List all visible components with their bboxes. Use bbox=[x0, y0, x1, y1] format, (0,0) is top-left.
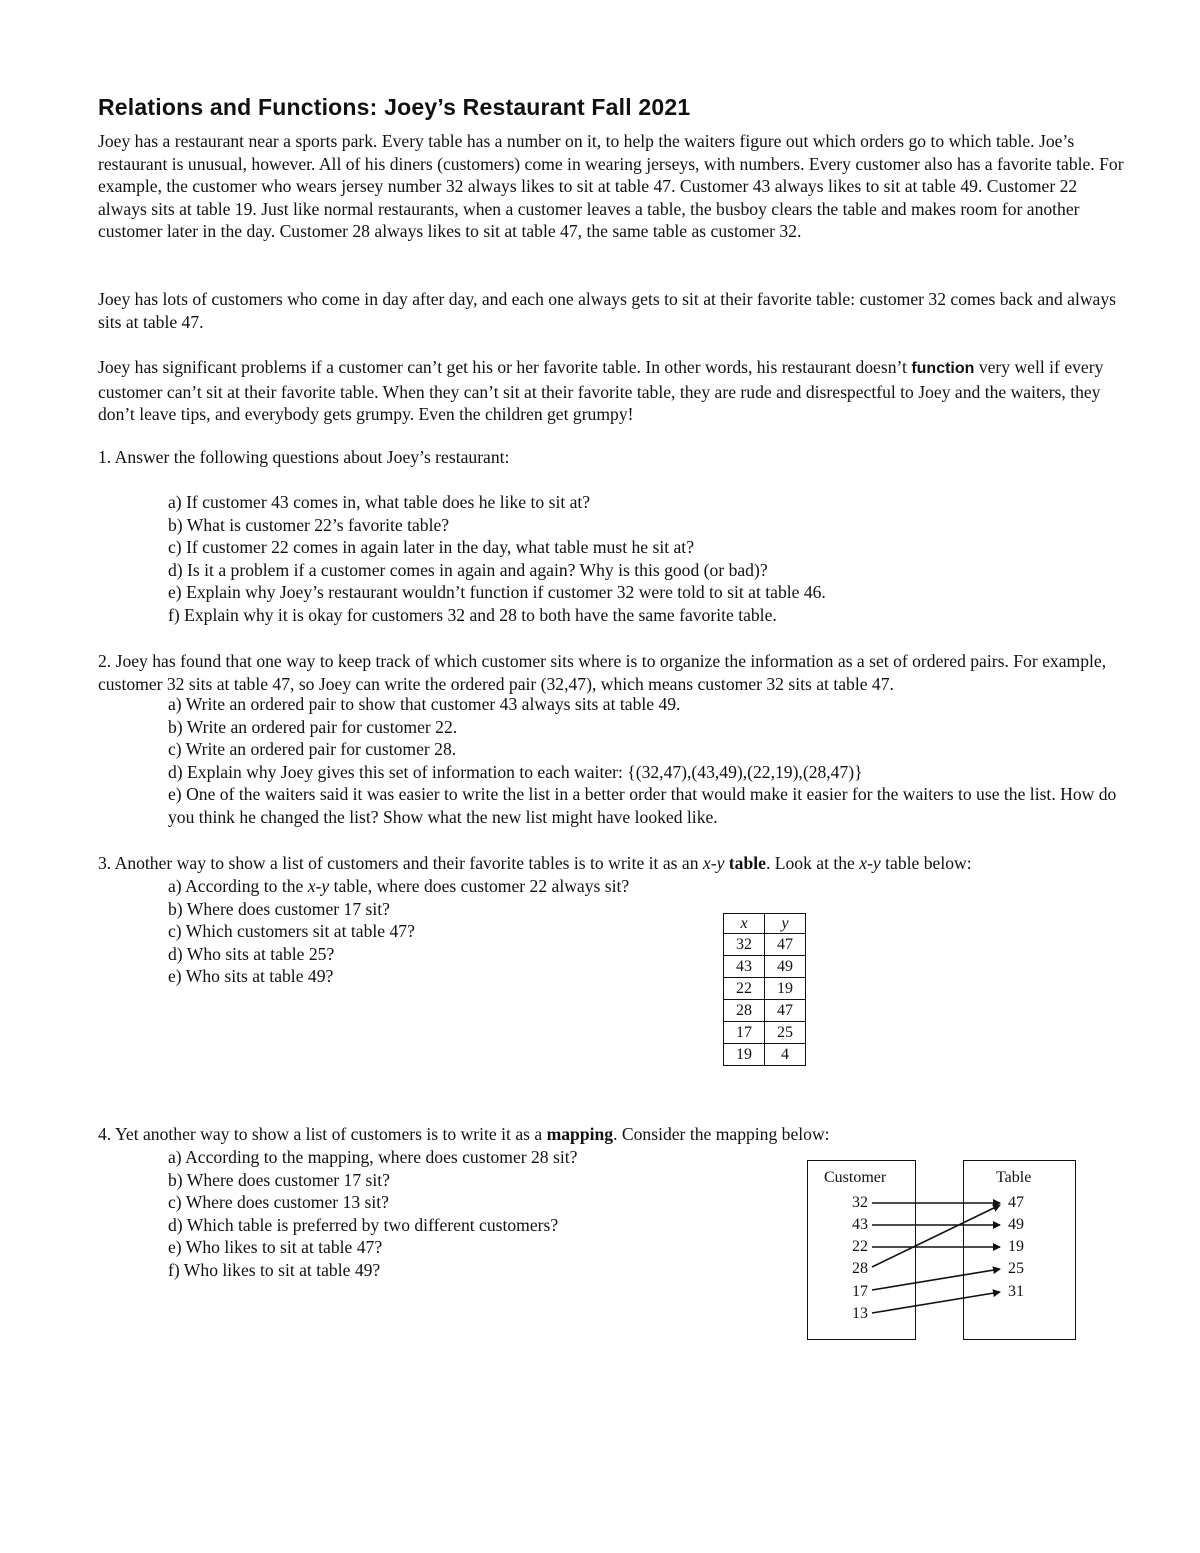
mapping-range-value: 31 bbox=[1008, 1283, 1024, 1300]
mapping-domain-value: 17 bbox=[852, 1283, 868, 1300]
function-keyword: function bbox=[911, 360, 975, 377]
mapping-range-value: 47 bbox=[1008, 1194, 1024, 1211]
xy-table-cell-x: 32 bbox=[724, 934, 765, 956]
question-1-item: b) What is customer 22’s favorite table? bbox=[168, 514, 450, 535]
xy-table-cell-y: 47 bbox=[765, 1000, 806, 1022]
question-2-item: e) One of the waiters said it was easier to write the list in a better order that would make it easier for the waiters to use the list. How do you think he changed the list? Show what the new list might have looked like. bbox=[168, 784, 1117, 827]
xy-term: x-y bbox=[702, 853, 725, 873]
question-2-item: d) Explain why Joey gives this set of information to each waiter: {(32,47),(43,49),(22,19),(28,47)} bbox=[168, 761, 863, 782]
question-4-item: e) Who likes to sit at table 47? bbox=[168, 1237, 383, 1257]
xy-table-header-x: x bbox=[724, 914, 765, 934]
question-1-item: e) Explain why Joey’s restaurant wouldn’t function if customer 32 were told to sit at table 46. bbox=[168, 582, 826, 602]
question-1-item: a) If customer 43 comes in, what table does he like to sit at? bbox=[168, 492, 591, 512]
xy-table-cell-x: 17 bbox=[724, 1022, 765, 1044]
xy-table-cell-x: 28 bbox=[724, 1000, 765, 1022]
xy-table-cell-x: 22 bbox=[724, 978, 765, 1000]
intro-paragraph-3-start: Joey has significant problems if a customer can’t get his or her favorite table. In other words, his restaurant doesn’t bbox=[98, 357, 912, 377]
xy-table-cell-y: 25 bbox=[765, 1022, 806, 1044]
question-1-item: c) If customer 22 comes in again later in the day, what table must he sit at? bbox=[168, 537, 695, 557]
question-1-heading: 1. Answer the following questions about Joey’s restaurant: bbox=[98, 447, 510, 467]
mapping-domain-value: 13 bbox=[852, 1305, 868, 1322]
question-3-item: b) Where does customer 17 sit? bbox=[168, 898, 390, 919]
mapping-range-value: 19 bbox=[1008, 1238, 1024, 1255]
mapping-domain-label: Customer bbox=[824, 1169, 887, 1186]
question-4-item: a) According to the mapping, where does customer 28 sit? bbox=[168, 1147, 578, 1167]
mapping-domain-value: 43 bbox=[852, 1216, 868, 1233]
question-3-item: e) Who sits at table 49? bbox=[168, 966, 334, 986]
mapping-range-label: Table bbox=[996, 1169, 1032, 1186]
xy-table-cell-y: 19 bbox=[765, 978, 806, 1000]
question-2-heading: 2. Joey has found that one way to keep track of which customer sits where is to organize the information as a set of ordered pairs. For example, customer 32 sits at table 47, so Joey can write the ordered pair (32,47), which means customer 32 sits at table 47. bbox=[98, 651, 1107, 694]
question-4-item: b) Where does customer 17 sit? bbox=[168, 1169, 390, 1190]
mapping-domain-value: 32 bbox=[852, 1194, 868, 1211]
question-1-item: d) Is it a problem if a customer comes in again and again? Why is this good (or bad)? bbox=[168, 559, 768, 580]
question-3-item-a-end: table, where does customer 22 always sit? bbox=[329, 876, 630, 896]
xy-table-cell-y: 47 bbox=[765, 934, 806, 956]
page-title: Relations and Functions: Joey’s Restaurant Fall 2021 bbox=[98, 94, 691, 120]
question-4-heading-end: . Consider the mapping below: bbox=[613, 1124, 830, 1144]
mapping-arrow bbox=[872, 1269, 1000, 1290]
intro-paragraph-2: Joey has lots of customers who come in day after day, and each one always gets to sit at their favorite table: customer 32 comes back and always sits at table 47. bbox=[98, 289, 1116, 332]
mapping-keyword: mapping bbox=[546, 1124, 614, 1144]
question-2-item: c) Write an ordered pair for customer 28. bbox=[168, 739, 457, 759]
question-3-item-a-start: a) According to the bbox=[168, 876, 308, 896]
question-2-item: b) Write an ordered pair for customer 22. bbox=[168, 716, 458, 737]
question-2-item: a) Write an ordered pair to show that customer 43 always sits at table 49. bbox=[168, 694, 681, 714]
xy-term: x-y bbox=[307, 876, 330, 896]
mapping-arrow bbox=[872, 1292, 1000, 1313]
question-3-heading-middle: . Look at the bbox=[765, 853, 860, 873]
question-4-item: c) Where does customer 13 sit? bbox=[168, 1192, 389, 1212]
question-3-item: d) Who sits at table 25? bbox=[168, 943, 335, 964]
question-3-item: c) Which customers sit at table 47? bbox=[168, 921, 415, 941]
mapping-domain-value: 28 bbox=[852, 1260, 868, 1277]
xy-table-cell-y: 49 bbox=[765, 956, 806, 978]
mapping-arrow bbox=[872, 1205, 1000, 1267]
question-4-item: f) Who likes to sit at table 49? bbox=[168, 1259, 381, 1280]
xy-table-cell-x: 19 bbox=[724, 1044, 765, 1066]
xy-term: x-y bbox=[859, 853, 881, 873]
xy-table-cell-x: 43 bbox=[724, 956, 765, 978]
mapping-domain-value: 22 bbox=[852, 1238, 868, 1255]
table-keyword: table bbox=[724, 853, 766, 873]
question-3-heading-end: table below: bbox=[880, 853, 972, 873]
question-1-item: f) Explain why it is okay for customers 32 and 28 to both have the same favorite table. bbox=[168, 604, 777, 625]
intro-paragraph-1: Joey has a restaurant near a sports park. Every table has a number on it, to help the waiters figure out which orders go to which table. Joe’s restaurant is unusual, however. All of his diners (customers) come in wearing jerseys, with numbers. Every customer also has a favorite table. For example, the customer who wears jersey number 32 always likes to sit at table 47. Customer 43 always likes to sit at table 49. Customer 22 always sits at table 19. Just like normal restaurants, when a customer leaves a table, the busboy clears the table and makes room for another customer later in the day. Customer 28 always likes to sit at table 47, the same table as customer 32. bbox=[98, 131, 1124, 241]
question-4-item: d) Which table is preferred by two different customers? bbox=[168, 1214, 559, 1235]
intro-paragraph-3-end: very well if every customer can’t sit at their favorite table. When they can’t sit at their favorite table, they are rude and disrespectful to Joey and the waiters, they don’t leave tips, and everybody gets grumpy. Even the children get grumpy! bbox=[98, 357, 1104, 424]
mapping-range-value: 25 bbox=[1008, 1260, 1024, 1277]
question-3-heading-start: 3. Another way to show a list of customers and their favorite tables is to write it as an bbox=[98, 853, 703, 873]
xy-table-header-y: y bbox=[765, 914, 806, 934]
question-4-heading-start: 4. Yet another way to show a list of customers is to write it as a bbox=[98, 1124, 547, 1144]
xy-table-cell-y: 4 bbox=[765, 1044, 806, 1066]
mapping-range-value: 49 bbox=[1008, 1216, 1024, 1233]
